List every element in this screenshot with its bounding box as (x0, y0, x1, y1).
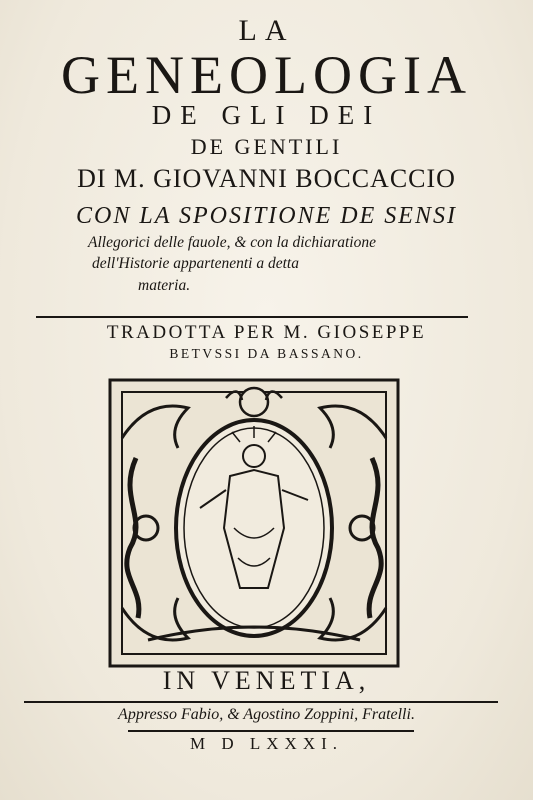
title-line-la: LA (238, 14, 295, 47)
divider-rule-top (36, 316, 468, 318)
imprint-year: M D LXXXI. (189, 734, 344, 753)
subtitle-text-1: Allegorici delle fauole, & con la dichiaratione (88, 234, 376, 251)
divider-rule-year (128, 730, 414, 732)
imprint-publisher: Appresso Fabio, & Agostino Zoppini, Fratelli. (118, 706, 415, 723)
imprint-place: IN VENETIA, (162, 666, 371, 695)
printers-device-emblem (108, 378, 400, 668)
translator-line-2: BETVSSI DA BASSANO. (169, 346, 364, 361)
translator-line-1: TRADOTTA PER M. GIOSEPPE (106, 322, 427, 343)
title-line-de-gli-dei: DE GLI DEI (151, 100, 382, 130)
subtitle-text-2: dell'Historie appartenenti a detta (92, 255, 299, 272)
title-line-de-gentili: DE GENTILI (190, 134, 343, 159)
divider-rule-bottom (24, 701, 498, 703)
subtitle-line: CON LA SPOSITIONE DE SENSI (76, 203, 457, 229)
title-line-geneologia: GENEOLOGIA (61, 45, 472, 105)
subtitle-text-3: materia. (138, 277, 191, 294)
author-line: DI M. GIOVANNI BOCCACCIO (77, 164, 456, 193)
